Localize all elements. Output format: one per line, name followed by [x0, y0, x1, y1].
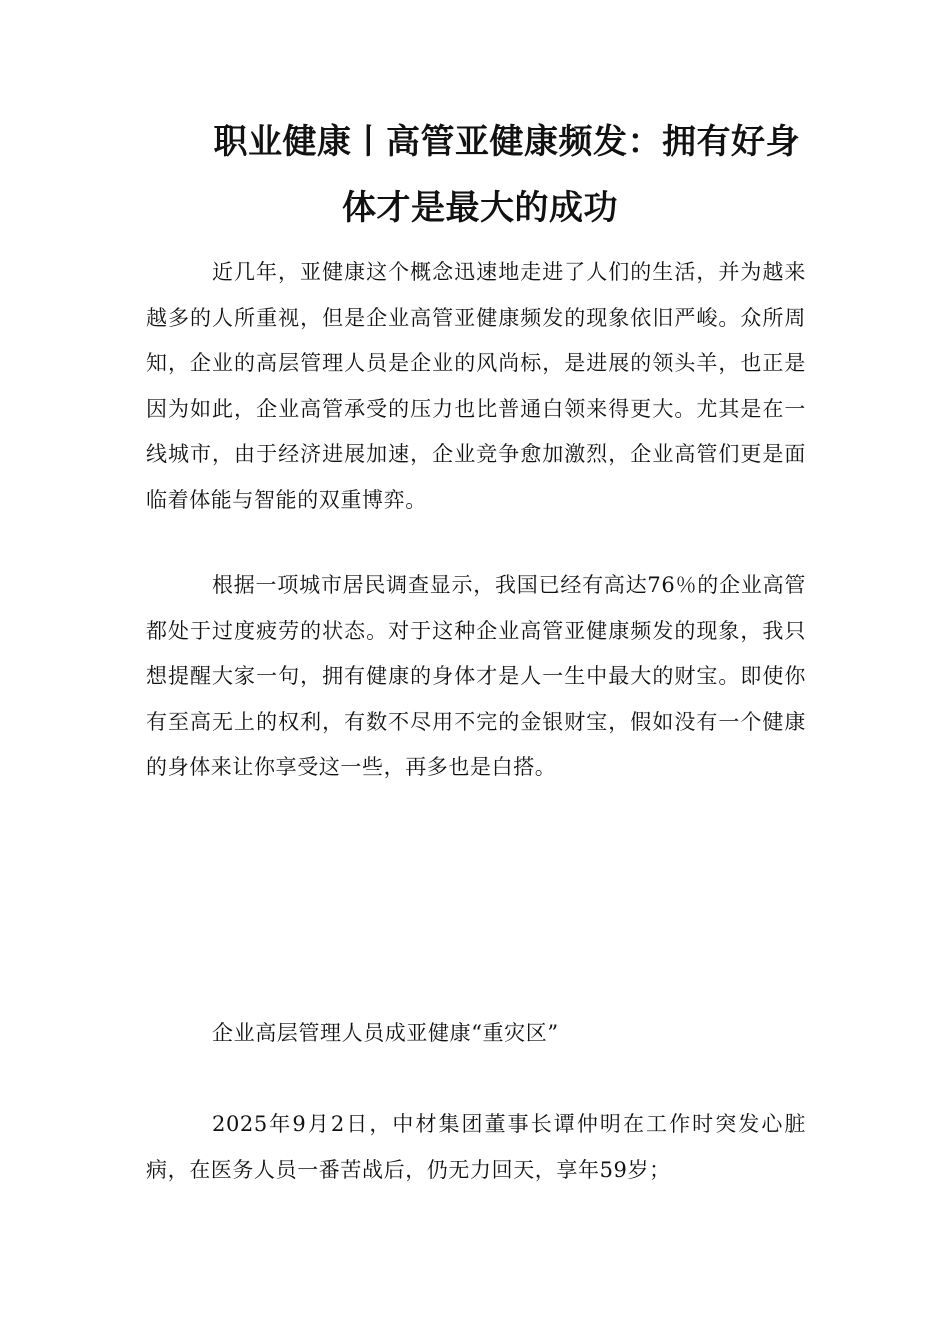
- document-title-line-1: 职业健康丨高管亚健康频发：拥有好身: [213, 122, 800, 162]
- document-title-line-2: 体才是最大的成功: [342, 188, 618, 228]
- paragraph-intro: 近几年，亚健康这个概念迅速地走进了人们的生活，并为越来越多的人所重视，但是企业高管亚健康频发的现象依旧严峻。众所周知，企业的高层管理人员是企业的风尚标，是进展的领头羊，也正是因为如此，企业高管承受的压力也比普通白领来得更大。尤其是在一线城市，由于经济进展加速，企业竞争愈加激烈，企业高管们更是面临着体能与智能的双重博弈。: [146, 260, 806, 512]
- paragraph-case: 2025年9月2日，中材集团董事长谭仲明在工作时突发心脏病，在医务人员一番苦战后，仍无力回天，享年59岁；: [146, 1112, 806, 1182]
- paragraph-survey: 根据一项城市居民调查显示，我国已经有高达76％的企业高管都处于过度疲劳的状态。对于这种企业高管亚健康频发的现象，我只想提醒大家一句，拥有健康的身体才是人一生中最大的财宝。即使你有至高无上的权利，有数不尽用不完的金银财宝，假如没有一个健康的身体来让你享受这一些，再多也是白搭。: [146, 573, 806, 779]
- section-heading: 企业高层管理人员成亚健康“重灾区”: [212, 1021, 559, 1045]
